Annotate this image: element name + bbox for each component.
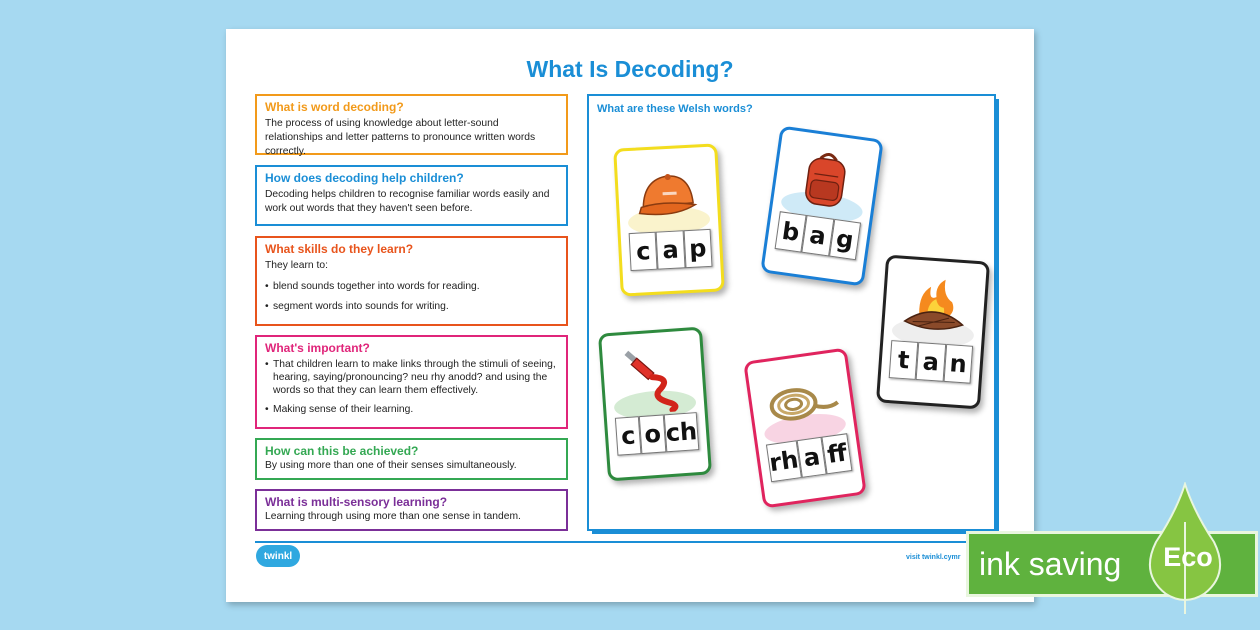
important-list: [265, 358, 558, 416]
list-item: • segment words into sounds for writing.: [265, 300, 558, 313]
section-text: They learn to:: [265, 260, 328, 271]
word-card-cap: [613, 143, 725, 296]
rope-icon: [747, 351, 857, 454]
word-card-tan: [876, 255, 990, 410]
letter-tile: a: [797, 437, 828, 478]
letter-tile: rh: [766, 440, 802, 482]
section-heading: How can this be achieved?: [265, 444, 419, 458]
word-card-coch: [598, 327, 712, 482]
letter-tile: o: [639, 414, 666, 454]
footer-divider: [255, 541, 996, 543]
letter-tile: b: [775, 211, 807, 252]
section-text: Decoding helps children to recognise familiar words easily and work out words that they haven't seen before.: [265, 189, 550, 214]
section-text: By using more than one of their senses simultaneously.: [265, 460, 517, 471]
section-text: Learning through using more than one sense in tandem.: [265, 511, 521, 522]
twinkl-logo: twinkl: [256, 545, 300, 567]
letter-tile: a: [656, 230, 685, 269]
letter-tile: a: [802, 215, 834, 256]
letter-tile: g: [829, 219, 861, 260]
letter-tile: ff: [822, 433, 853, 474]
visit-link[interactable]: visit twinkl.cymr: [906, 554, 961, 561]
section-achieved: [255, 438, 568, 480]
badge-label: ink saving: [979, 546, 1122, 582]
section-heading: What skills do they learn?: [265, 242, 414, 256]
resource-sheet: [226, 29, 1034, 602]
letter-tile: c: [615, 416, 642, 456]
letter-tiles: [629, 229, 713, 271]
section-important: [255, 335, 568, 429]
section-multisensory: [255, 489, 568, 531]
list-item: • Making sense of their learning.: [265, 403, 558, 416]
letter-tile: ch: [663, 412, 699, 452]
section-text: The process of using knowledge about letter-sound relationships and letter patterns to pronounce written words correctly.: [265, 118, 536, 157]
letter-tile: c: [629, 232, 658, 271]
section-heading: How does decoding help children?: [265, 171, 464, 185]
letter-tiles: [766, 433, 852, 482]
letter-tiles: [775, 211, 861, 260]
welsh-words-panel: [587, 94, 996, 531]
letter-tile: n: [943, 344, 973, 384]
cap-icon: [616, 147, 719, 242]
section-heading: What's important?: [265, 341, 370, 355]
section-decoding-help: [255, 165, 568, 226]
section-skills: [255, 236, 568, 326]
section-word-decoding: [255, 94, 568, 155]
section-heading: What is word decoding?: [265, 100, 404, 114]
word-card-rhaff: [743, 347, 867, 508]
glue-icon: [601, 330, 705, 427]
list-item: • That children learn to make links through the stimuli of seeing, hearing, saying/pronouncing? neu rhy anodd? and using the words so that they can learn them effectively.: [265, 358, 558, 397]
letter-tiles: [615, 412, 699, 456]
panel-title: What are these Welsh words?: [597, 103, 753, 115]
fire-icon: [883, 258, 987, 355]
eco-label: Eco: [1163, 542, 1213, 572]
letter-tile: a: [916, 342, 946, 382]
skills-list: [265, 280, 558, 313]
list-item: • blend sounds together into words for reading.: [265, 280, 558, 293]
section-heading: What is multi-sensory learning?: [265, 495, 448, 509]
page-title: What Is Decoding?: [526, 56, 734, 82]
bag-icon: [771, 129, 881, 232]
word-card-bag: [760, 125, 884, 286]
letter-tiles: [889, 340, 973, 384]
letter-tile: p: [683, 229, 712, 268]
letter-tile: t: [889, 340, 919, 380]
